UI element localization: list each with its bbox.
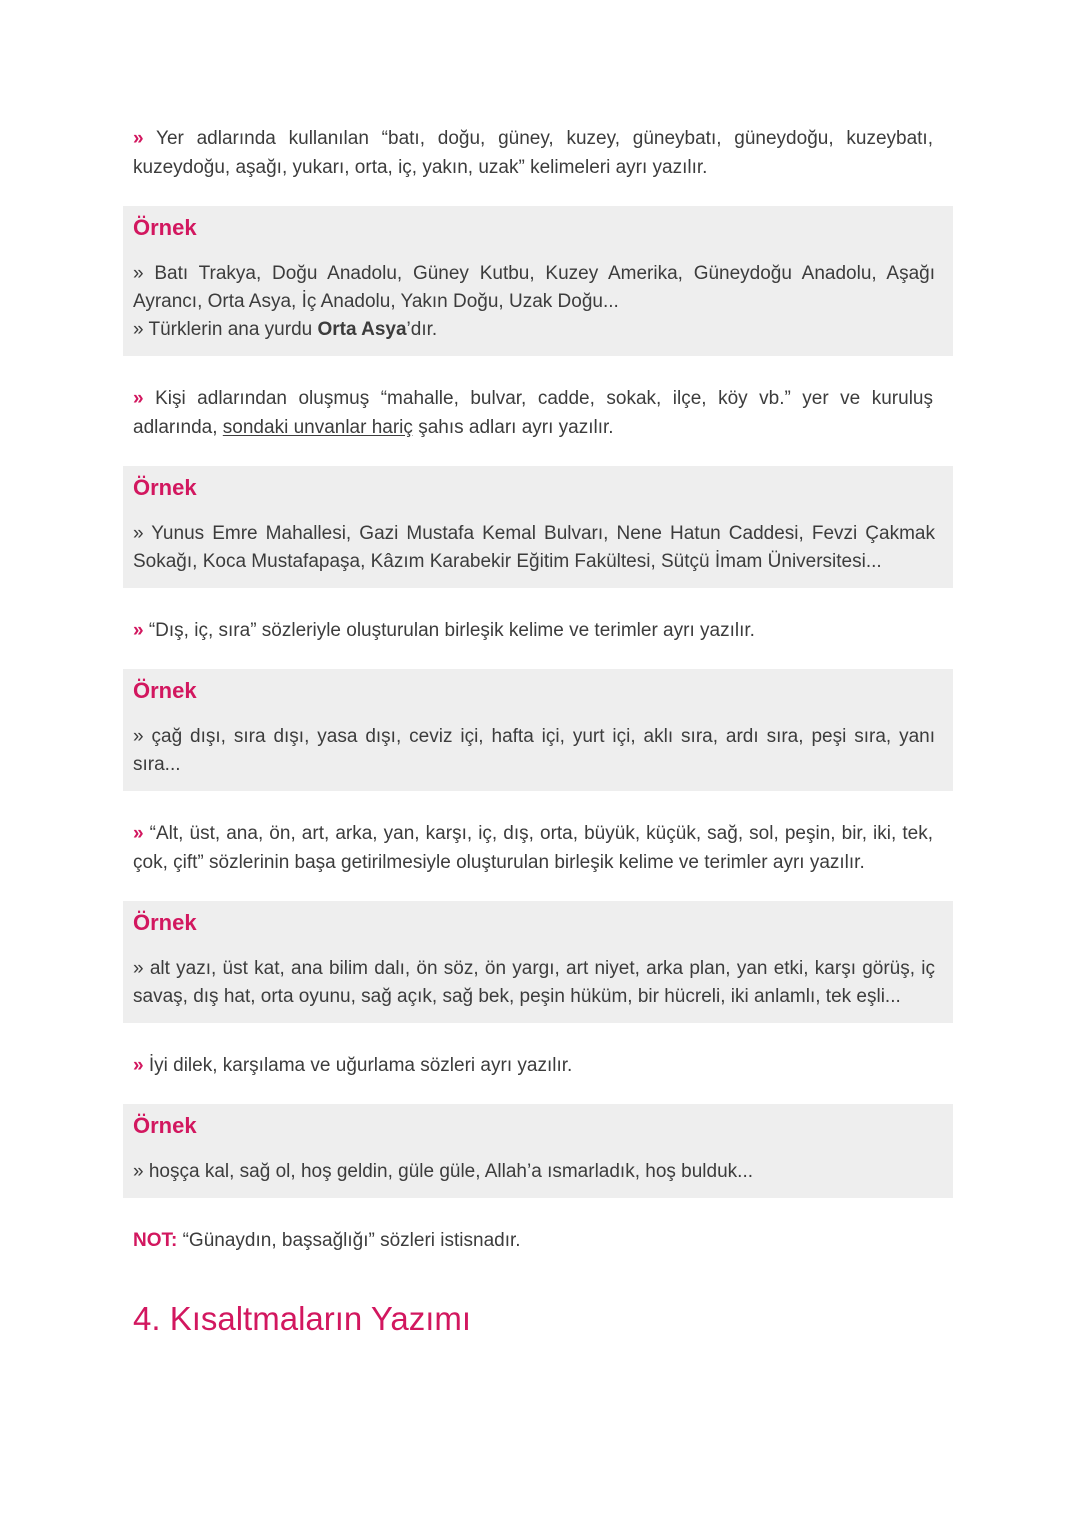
- rule-text: İyi dilek, karşılama ve uğurlama sözleri ayrı yazılır.: [143, 1055, 573, 1076]
- example-box-5: [123, 1104, 953, 1198]
- rule-paragraph-place-names: [133, 124, 933, 182]
- example-label: Örnek: [133, 215, 197, 240]
- bullet-marker: »: [133, 958, 144, 979]
- bullet-marker: »: [133, 823, 144, 844]
- example-text: Yunus Emre Mahallesi, Gazi Mustafa Kemal Bulvarı, Nene Hatun Caddesi, Fevzi Çakmak Sokağı, Koca Mustafapaşa, Kâzım Karabekir Eğitim Fakültesi, Sütçü İmam Üniversitesi...: [133, 523, 935, 572]
- bullet-marker: »: [133, 319, 144, 340]
- example-item: [133, 260, 935, 316]
- example-text: Türklerin ana yurdu: [143, 319, 318, 340]
- rule-text: şahıs adları ayrı yazılır.: [412, 417, 614, 438]
- example-label: Örnek: [133, 475, 197, 500]
- example-box-4: [123, 901, 953, 1023]
- rule-text: “Dış, iç, sıra” sözleriyle oluşturulan birleşik kelime ve terimler ayrı yazılır.: [143, 620, 755, 641]
- rule-paragraph-prefix-words: [133, 819, 933, 877]
- example-item: [133, 955, 935, 1011]
- bullet-marker: »: [133, 523, 144, 544]
- example-box-3: [123, 669, 953, 791]
- example-item: [133, 316, 935, 344]
- example-item: [133, 1158, 935, 1186]
- bullet-marker: »: [133, 128, 144, 149]
- rule-text: “Alt, üst, ana, ön, art, arka, yan, karşı, iç, dış, orta, büyük, küçük, sağ, sol, peşin, bir, iki, tek, çok, çift” sözlerinin başa getirilmesiyle oluşturulan birleşik kelime ve terimler ayrı yazılır.: [133, 823, 933, 873]
- rule-text: Kişi adlarından oluşmuş “mahalle, bulvar, cadde, sokak, ilçe, köy vb.” yer ve kuruluş adlarında,: [133, 388, 933, 438]
- section-heading-kisaltmalar: 4. Kısaltmaların Yazımı: [133, 1300, 472, 1337]
- rule-paragraph-greetings: [133, 1051, 933, 1080]
- example-label: Örnek: [133, 910, 197, 935]
- example-text: çağ dışı, sıra dışı, yasa dışı, ceviz içi, hafta içi, yurt içi, aklı sıra, ardı sıra, peşi sıra, yanı sıra...: [133, 726, 935, 775]
- example-text: hoşça kal, sağ ol, hoş geldin, güle güle, Allah’a ısmarladık, hoş bulduk...: [143, 1161, 753, 1182]
- note-paragraph: [133, 1226, 943, 1255]
- bold-text: Orta Asya: [317, 319, 407, 340]
- example-box-1: [123, 206, 953, 356]
- example-item: [133, 723, 935, 779]
- bullet-marker: »: [133, 388, 144, 409]
- rule-paragraph-dis-ic-sira: [133, 616, 933, 645]
- example-text: ’dır.: [406, 319, 438, 340]
- example-item: [133, 520, 935, 576]
- example-label: Örnek: [133, 678, 197, 703]
- example-text: alt yazı, üst kat, ana bilim dalı, ön söz, ön yargı, art niyet, arka plan, yan etki, karşı görüş, iç savaş, dış hat, orta oyunu, sağ açık, sağ bek, peşin hüküm, bir hücreli, iki anlamlı, tek eşli...: [133, 958, 935, 1007]
- bullet-marker: »: [133, 1161, 144, 1182]
- bullet-marker: »: [133, 726, 144, 747]
- bullet-marker: »: [133, 1055, 144, 1076]
- example-text: Batı Trakya, Doğu Anadolu, Güney Kutbu, Kuzey Amerika, Güneydoğu Anadolu, Aşağı Ayrancı, Orta Asya, İç Anadolu, Yakın Doğu, Uzak Doğu...: [133, 263, 935, 312]
- example-box-2: [123, 466, 953, 588]
- rule-paragraph-person-names: [133, 384, 933, 442]
- example-label: Örnek: [133, 1113, 197, 1138]
- bullet-marker: »: [133, 263, 144, 284]
- rule-text: Yer adlarında kullanılan “batı, doğu, güney, kuzey, güneybatı, güneydoğu, kuzeybatı, kuzeydoğu, aşağı, yukarı, orta, iç, yakın, uzak” kelimeleri ayrı yazılır.: [133, 128, 933, 178]
- note-text: “Günaydın, başsağlığı” sözleri istisnadır.: [177, 1230, 521, 1251]
- note-label: NOT:: [133, 1230, 178, 1251]
- bullet-marker: »: [133, 620, 144, 641]
- underlined-text: sondaki unvanlar hariç: [222, 417, 413, 438]
